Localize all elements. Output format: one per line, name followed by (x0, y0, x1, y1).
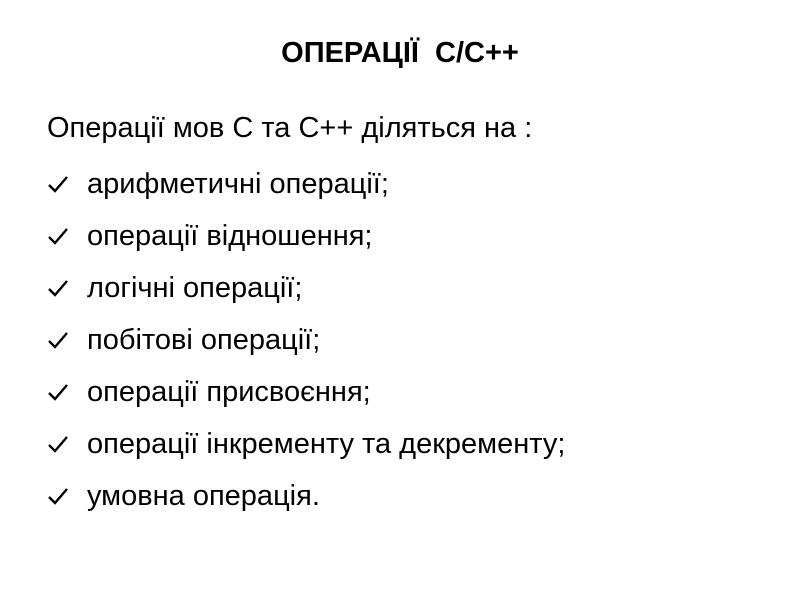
bullet-list (47, 158, 565, 522)
check-icon (47, 173, 69, 195)
list-item (47, 262, 565, 314)
check-icon (47, 433, 69, 455)
list-item (47, 158, 565, 210)
check-icon (47, 277, 69, 299)
check-icon (47, 225, 69, 247)
check-icon (47, 485, 69, 507)
slide-title: ОПЕРАЦІЇ С/С++ (281, 37, 519, 69)
list-item (47, 366, 565, 418)
check-icon (47, 381, 69, 403)
list-item-label: операції інкременту та декременту; (87, 427, 566, 460)
list-item-label: умовна операція. (87, 479, 320, 512)
list-item-label: арифметичні операції; (87, 167, 389, 200)
list-item (47, 314, 565, 366)
list-item (47, 418, 565, 470)
list-item (47, 470, 565, 522)
intro-text: Операції мов С та С++ діляться на : (47, 112, 533, 144)
list-item-label: операції присвоєння; (87, 375, 371, 408)
list-item-label: логічні операції; (87, 271, 303, 304)
list-item-label: побітові операції; (87, 323, 321, 356)
check-icon (47, 329, 69, 351)
list-item-label: операції відношення; (87, 219, 373, 252)
list-item (47, 210, 565, 262)
